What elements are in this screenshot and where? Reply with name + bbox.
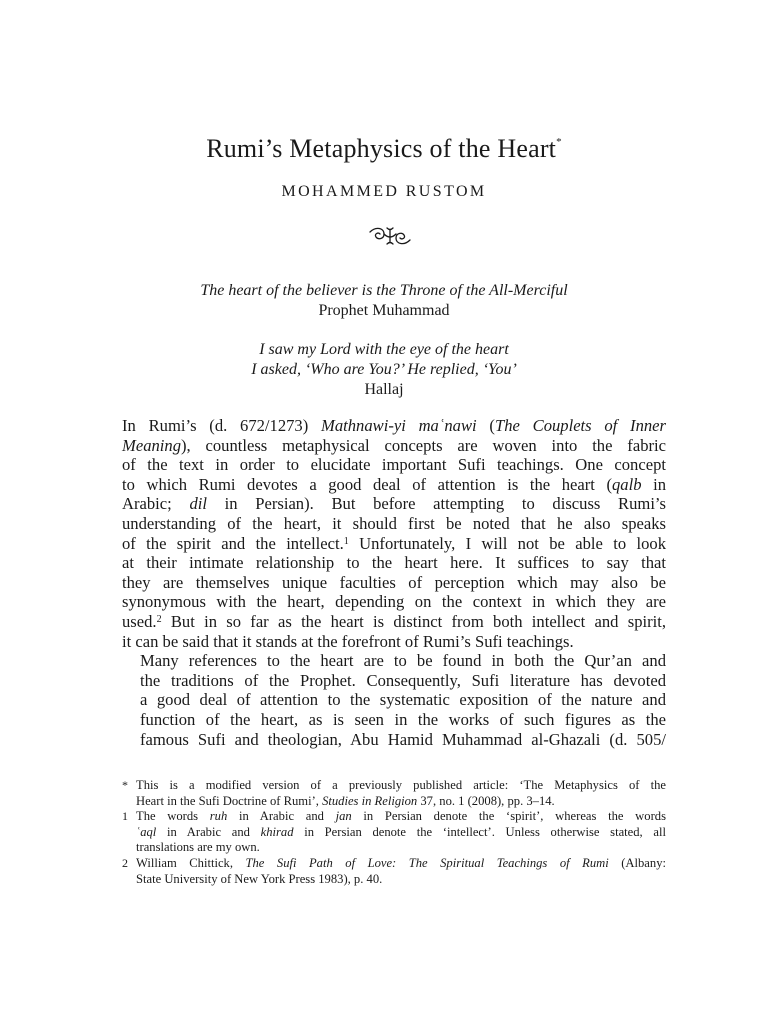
text-line: to which Rumi devotes a good deal of attention is the heart (qalb in [122,474,666,494]
text-line: of the spirit and the intellect.$^1$ Unfortunately, I will not be able to look [122,533,666,553]
epigraph-attribution: Hallaj [364,381,404,398]
text-line: at their intimate relationship to the heart here. It suffices to say that [122,553,666,573]
italic-text: ruh [209,809,228,824]
fleuron-ornament-icon [366,224,414,248]
text-line: synonymous with the heart, depending on the context in which they are [122,592,666,612]
footnote-text [136,778,666,809]
article-title [0,134,768,164]
text-line: they are themselves unique faculties of perception which may also be [122,572,666,592]
body-text [122,416,666,749]
footnote [122,856,666,887]
text-line: William Chittick, The Sufi Path of Love: The Spiritual Teachings of Rumi (Albany: [136,855,666,870]
footnote-text [136,809,666,856]
italic-text: ʿaql [136,824,157,839]
text-line: function of the heart, as is seen in the works of such figures as the [140,709,666,729]
epigraph-quote-line: I saw my Lord with the eye of the heart [259,341,509,358]
footnote-mark: 2 [122,855,128,870]
epigraph-quote: The heart of the believer is the Throne of the All-Merciful [200,282,568,299]
paragraph-2 [122,651,666,749]
text-line: Heart in the Sufi Doctrine of Rumi’, Studies in Religion 37, no. 1 (2008), pp. 3–14. [136,793,555,808]
text-line: The words ruh in Arabic and jan in Persian denote the ‘spirit’, whereas the words [136,809,666,824]
text-line: of the text in order to elucidate important Sufi teachings. One concept [122,455,666,475]
footnote-mark: * [122,778,128,792]
text-line: Many references to the heart are to be found in both the Qur’an and [140,651,666,671]
title-text: Rumi’s Metaphysics of the Heart [206,134,557,163]
epigraph-attribution: Prophet Muhammad [318,302,450,319]
epigraph-quote-line: I asked, ‘Who are You?’ He replied, ‘You’ [251,361,517,378]
epigraph-2 [0,340,768,400]
footnote-ref: 1 [343,535,349,547]
text-line: Meaning), countless metaphysical concepts are woven into the fabric [122,435,666,455]
italic-text: dil [189,494,207,514]
footnote-ref: 2 [156,613,162,625]
text-line: Arabic; dil in Persian). But before attempting to discuss Rumi’s [122,494,666,514]
footnote-text [136,856,666,887]
italic-text: khirad [260,824,294,839]
italic-text: The Couplets of Inner [494,416,666,435]
text-line: famous Sufi and theologian, Abu Hamid Muhammad al-Ghazali (d. 505/ [140,729,666,749]
epigraph-1 [0,281,768,321]
italic-text: Meaning [122,435,181,455]
text-line: translations are my own. [136,840,260,855]
footnote [122,809,666,856]
italic-text: qalb [612,474,642,494]
text-line: ʿaql in Arabic and khirad in Persian denote the ‘intellect’. Unless otherwise stated, all [136,824,666,839]
text-line: the traditions of the Prophet. Consequently, Sufi literature has devoted [140,670,666,690]
author-name: MOHAMMED RUSTOM [281,183,487,200]
text-line: understanding of the heart, it should first be noted that he also speaks [122,513,666,533]
text-line: a good deal of attention to the systematic exposition of the nature and [140,690,666,710]
italic-text: jan [335,809,352,824]
paragraph-1 [122,416,666,651]
text-line: This is a modified version of a previously published article: ‘The Metaphysics of the [136,778,666,792]
title-footnote-mark: * [556,136,562,148]
italic-text: Mathnawi-yi maʿnawi [321,416,477,435]
footnote-mark: 1 [122,809,128,824]
italic-text: The Sufi Path of Love: The Spiritual Teachings of Rumi [245,855,609,870]
italic-text: Studies in Religion [322,793,418,808]
footnote [122,778,666,809]
text-line: In Rumi’s (d. 672/1273) Mathnawi-yi maʿnawi (The Couplets of Inner [122,416,666,435]
text-line: State University of New York Press 1983), p. 40. [136,871,383,886]
text-line: it can be said that it stands at the forefront of Rumi’s Sufi teachings. [122,631,574,651]
text-line: used.$^2$ But in so far as the heart is distinct from both intellect and spirit, [122,611,666,631]
footnotes [122,778,666,887]
